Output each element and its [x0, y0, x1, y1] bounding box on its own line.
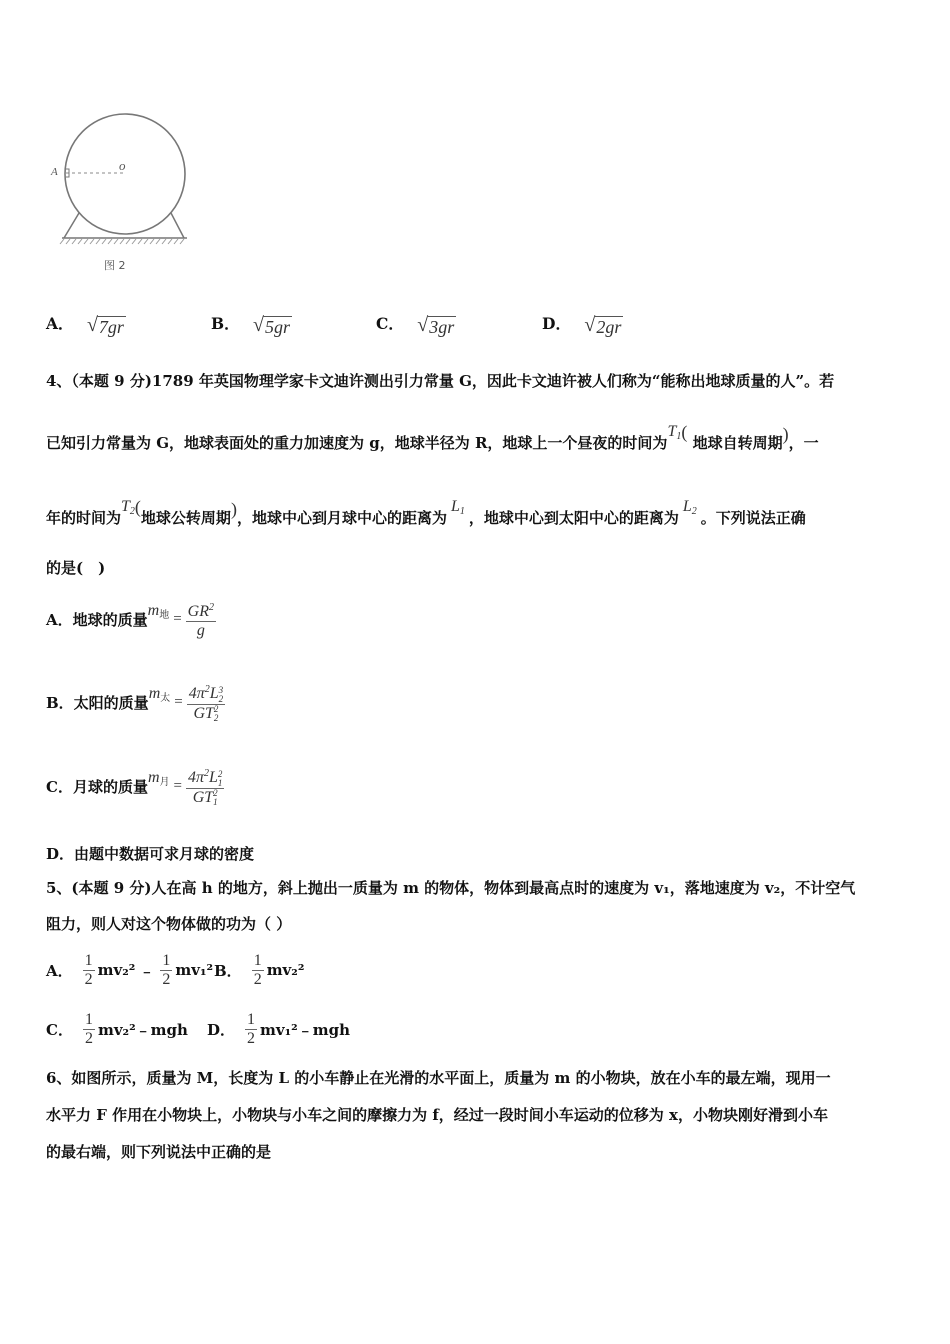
q4-line-3: 年的时间为$T_2$(地球公转周期)，地球中心到月球中心的距离为$L_1$ ，地球中心到太阳中心的距离为$L_2$ 。下列说法正确	[46, 497, 806, 527]
term: mv₂²	[97, 961, 136, 979]
q4-line-2: 已知引力常量为 G，地球表面处的重力加速度为 g，地球半径为 R，地球上一个昼夜的时间为$T_1$( 地球自转周期)，一	[46, 422, 819, 452]
q5-line-2: 阻力，则人对这个物体做的功为（ ）	[46, 915, 292, 933]
label-o: o	[119, 158, 126, 173]
sqrt-expression: √ 2gr	[584, 314, 622, 337]
q6-line-2: 水平力 F 作用在小物块上，小物块与小车之间的摩擦力为 f，经过一段时间小车运动的位移为 x，小物块刚好滑到小车	[46, 1106, 828, 1124]
q5-option-b[interactable]	[214, 949, 304, 991]
equals-sign: =	[173, 777, 182, 794]
option-label: D．	[207, 1020, 236, 1039]
q4-text: ，地球中心到月球中心的距离为	[236, 509, 447, 527]
equals-sign: =	[173, 610, 182, 627]
fraction-half: $\frac{1}{2}$	[247, 1010, 256, 1047]
q4-text: ，一	[788, 434, 819, 452]
q4-line-1: 4、（本题 9 分)1789 年英国物理学家卡文迪许测出引力常量 G，因此卡文迪许被人们称为“能称出地球质量的人”。若	[46, 372, 835, 390]
option-label: A．	[46, 961, 73, 980]
q3-option-c[interactable]	[376, 312, 456, 337]
option-letter: B．	[211, 314, 240, 333]
term: mv₁²﹣mgh	[260, 1020, 351, 1039]
term: mv₂²﹣mgh	[97, 1020, 188, 1039]
mass-symbol: $m_太$	[148, 684, 171, 704]
q5-option-c[interactable]	[46, 1008, 188, 1050]
fraction: $4\pi^2L$ 3 2 GT 2 2	[188, 684, 224, 723]
sqrt-expression: √ 3gr	[417, 314, 455, 337]
right-support	[171, 213, 184, 238]
q4-text: 年的时间为	[46, 509, 122, 527]
q4-text: 已知引力常量为 G，地球表面处的重力加速度为 g，地球半径为 R，地球上一个昼夜的时间为	[46, 434, 668, 452]
q4-option-d[interactable]: D．由题中数据可求月球的密度	[46, 845, 255, 863]
option-letter: A．	[46, 314, 74, 333]
mass-symbol: $m_地$	[147, 601, 170, 621]
q4-text: 。下列说法正确	[700, 509, 806, 527]
fraction: $4\pi^2L$ 2 1 GT 2 1	[187, 768, 223, 807]
figure-caption: 图 2	[104, 259, 126, 272]
q4-text: ，地球中心到太阳中心的距离为	[468, 509, 679, 527]
q6-line-1: 6、如图所示，质量为 M，长度为 L 的小车静止在光滑的水平面上，质量为 m 的小物块，放在小车的最左端，现用一	[46, 1069, 831, 1087]
fraction-half: $\frac{1}{2}$	[84, 951, 93, 988]
t2-symbol: $T_2$	[121, 498, 135, 517]
term: mv₁²	[175, 961, 214, 979]
ground-hatching	[60, 239, 184, 244]
fraction: $\frac{GR^2}{g}$	[187, 601, 214, 639]
fraction-half: $\frac{1}{2}$	[162, 951, 171, 988]
circle-outline	[65, 114, 185, 234]
sqrt-expression: √ 7gr	[86, 314, 124, 337]
l1-symbol: $L_1$	[450, 498, 465, 517]
q4-option-c[interactable]	[46, 761, 224, 811]
term: mv₂²	[266, 961, 305, 979]
q4-text: 地球自转周期	[692, 434, 783, 452]
q5-line-1: 5、(本题 9 分)人在高 h 的地方，斜上抛出一质量为 m 的物体，物体到最高点时的速度为 v₁，落地速度为 v₂，不计空气	[46, 879, 856, 897]
option-label: C．	[46, 1020, 73, 1039]
left-support	[64, 213, 79, 238]
q4-option-b[interactable]	[46, 677, 225, 727]
q6-line-3: 的最右端，则下列说法中正确的是	[46, 1143, 272, 1161]
l2-symbol: $L_2$	[682, 498, 697, 517]
option-letter: D．	[542, 314, 571, 333]
label-a: A	[51, 166, 58, 178]
q5-option-a[interactable]	[46, 949, 213, 991]
q3-option-d[interactable]	[542, 312, 623, 337]
mass-symbol: $m_月$	[147, 768, 170, 788]
equals-sign: =	[174, 693, 183, 710]
circle-figure	[44, 105, 204, 280]
fraction-half: $\frac{1}{2}$	[253, 951, 262, 988]
minus-sign: ﹣	[139, 961, 155, 980]
t1-symbol: $T_1$	[667, 423, 682, 442]
option-letter: C．	[376, 314, 404, 333]
q4-line-4: 的是( )	[46, 559, 106, 577]
q4-option-a[interactable]	[46, 594, 216, 644]
q5-option-d[interactable]	[207, 1008, 350, 1050]
sqrt-expression: √ 5gr	[253, 314, 291, 337]
q3-option-a[interactable]	[46, 312, 126, 337]
option-label: B．太阳的质量	[46, 693, 149, 712]
option-label: A．地球的质量	[46, 610, 148, 629]
q4-text: 地球公转周期	[140, 509, 231, 527]
option-label: C．月球的质量	[46, 777, 148, 796]
option-label: B．	[214, 961, 242, 980]
q3-option-b[interactable]	[211, 312, 292, 337]
fraction-half: $\frac{1}{2}$	[84, 1010, 93, 1047]
